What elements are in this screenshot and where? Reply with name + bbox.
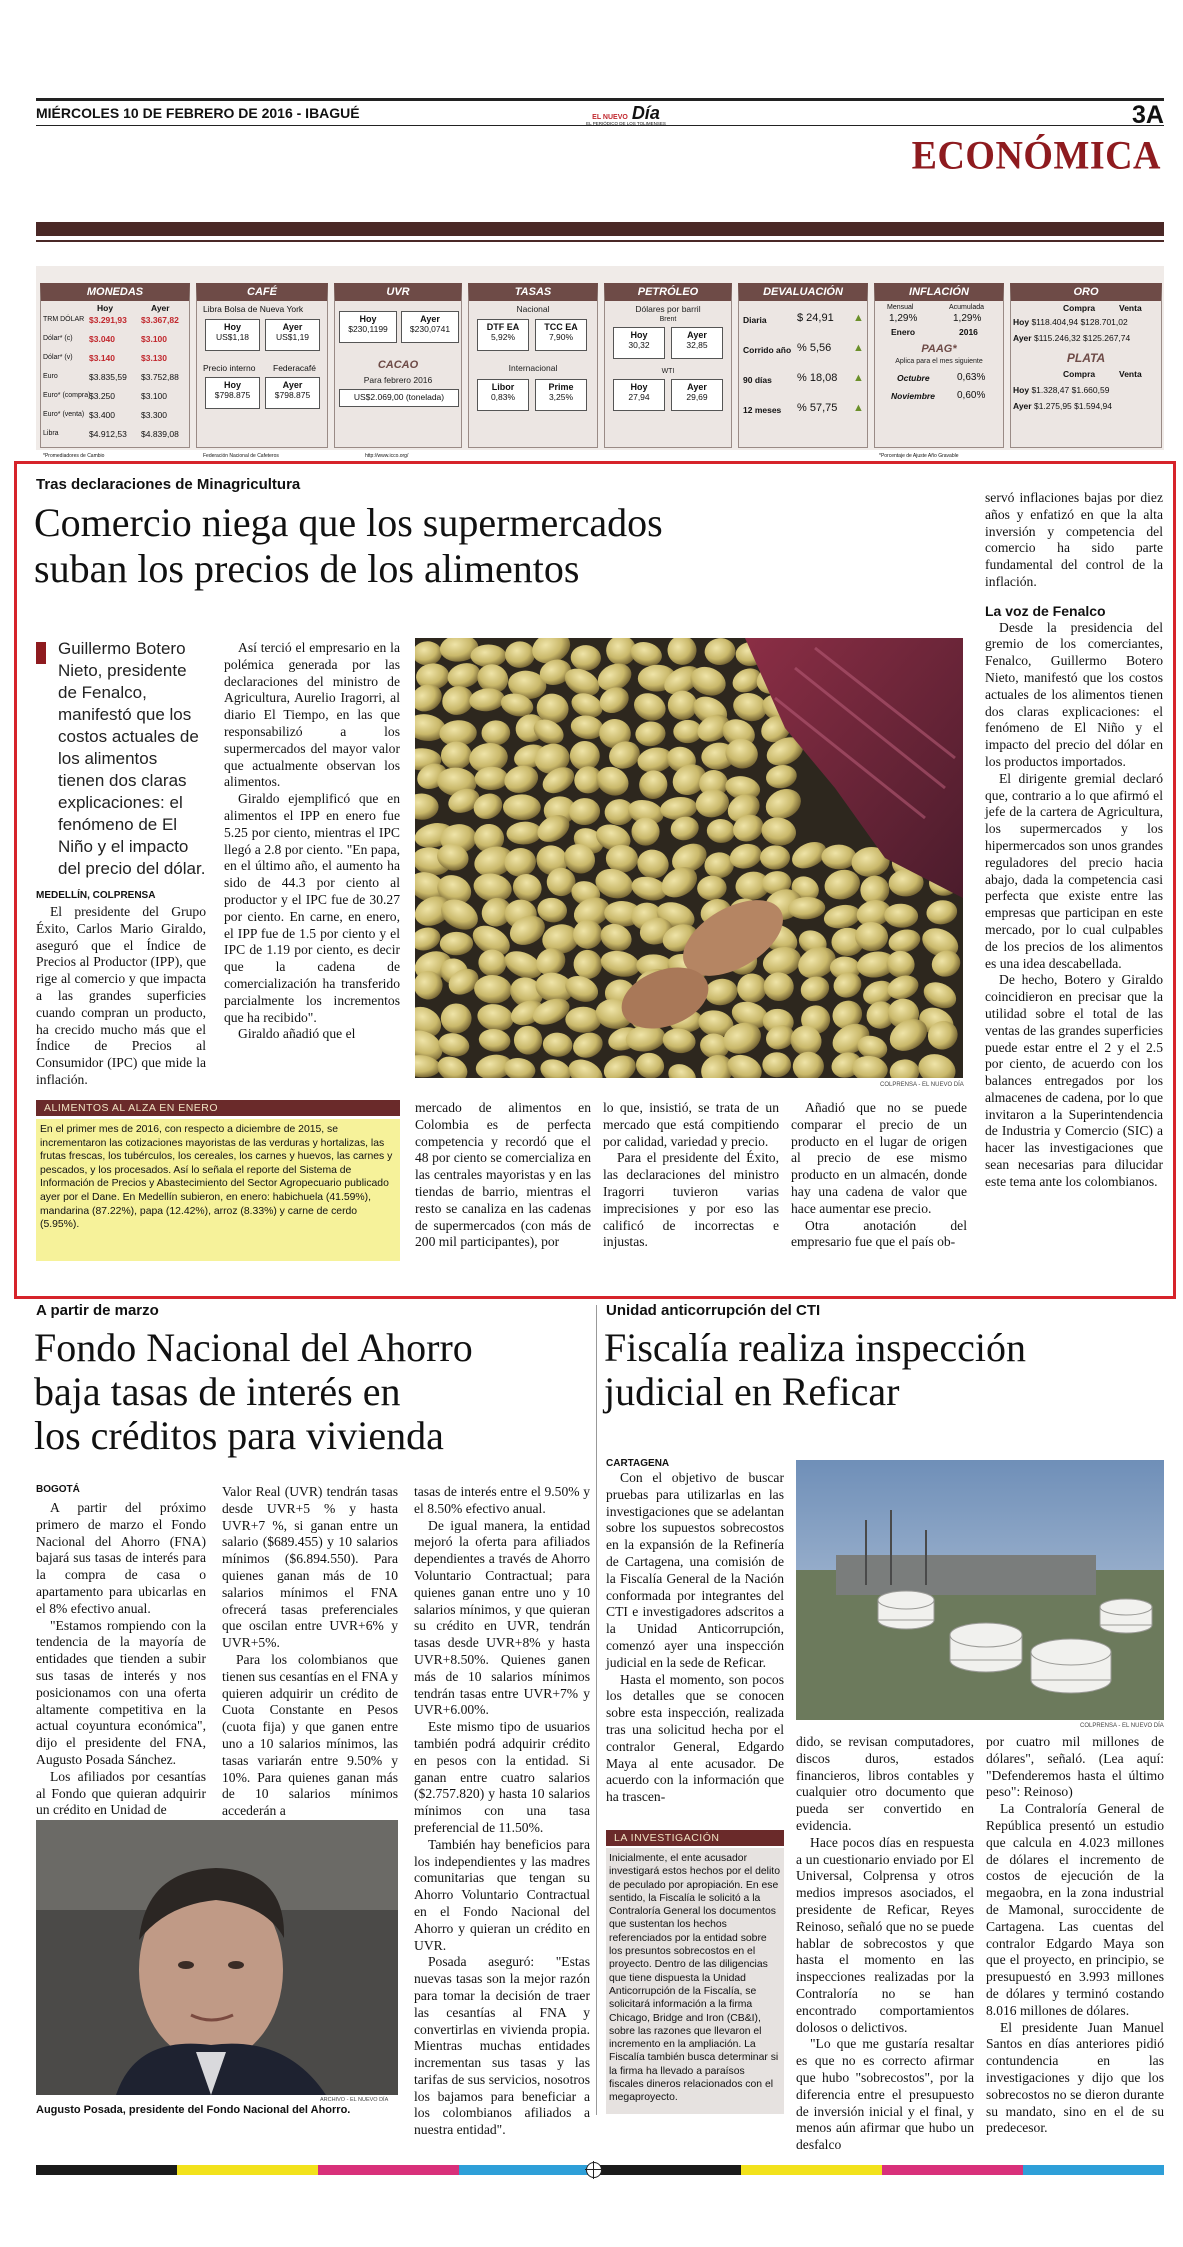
section-rule: [36, 222, 1164, 236]
brent-hoy: Hoy 30,32: [613, 327, 665, 359]
main-col2: Así terció el empresario en la polémica generada por las declaraciones del ministro de Agricultura, Aurelio Iragorri, al diario El Tiempo, en las que responsabilizó a los supermercados del mayor valor que actualmente observan los alimentos. Giraldo ejemplificó que en alimentos el IPP en enero fue 5.25 por ciento, mientras el IPC llegó a 2.8 por ciento. "En papa, en el último año, el aumento ha sido de 44.3 por ciento al productor y el IPC fue de 30.27 por ciento. En carne, en enero, el IPP fue de 1.5 por ciento y el IPC de 1.19 por ciento, es decir que la cadena de comercialización ha transferido parcialmente los incrementos que ha recibido". Giraldo añadió que el: [224, 640, 400, 1042]
devaluacion-row-label: 90 días: [743, 375, 772, 385]
fna-col1: A partir del próximo primero de marzo el Fondo Nacional del Ahorro (FNA) bajará sus tasas de interés para la compra de casa o apartamento para ubicarlas en el 8% efectivo anual. "Estamos rompiendo con la tendencia de la mayoría de entidades que tienden a subir sus tasas de interés y nos posicionamos con una oferta altamente competitiva en la actual coyuntura económica", dijo el presidente del FNA, Augusto Posada Sánchez. Los afiliados por cesantías al Fondo que quieran adquirir un crédito en Unidad de: [36, 1500, 206, 1818]
monedas-row-label: Euro* (venta): [43, 411, 85, 418]
up-arrow-icon: ▲: [853, 402, 864, 414]
monedas-row-hoy: $4.912,53: [89, 429, 127, 439]
reficar-photo: [796, 1460, 1164, 1720]
fna-headline-line3: los créditos para vivienda: [34, 1413, 444, 1458]
paag-title: PAAG*: [921, 343, 957, 355]
plata-compra-label: Compra: [1063, 369, 1096, 379]
oro-ayer-row: Ayer $115.246,32 $125.267,74: [1013, 333, 1131, 343]
posada-caption: Augusto Posada, presidente del Fondo Nacional del Ahorro.: [36, 2104, 351, 2116]
section-title: ECONÓMICA: [911, 133, 1161, 179]
fiscalia-headline: [604, 1326, 1164, 1414]
monedas-box: [40, 283, 190, 459]
cafe-title: CAFÉ: [247, 286, 277, 298]
monedas-row-ayer: $3.752,88: [141, 372, 179, 382]
fna-col2: Valor Real (UVR) tendrán tasas desde UVR+5 % y hasta UVR+7 %, si ganan entre un salario ($689.455) y 10 salarios mínimos ($6.894.550). Para quienes ganan más de 10 salarios mínimos el FNA ofrecerá tasas preferenciales que oscilan entre UVR+6% y UVR+5%. Para los colombianos que tienen sus cesantías en el FNA y quieren adquirir un crédito de Cuota Constante en Pesos (cuota fija) y que ganen entre uno a 10 salarios mínimos, las tasas variarán entre 9.50% y 10%. Para quienes ganan más de 10 salarios mínimos accederán a: [222, 1484, 398, 1819]
posada-photo-image: [36, 1820, 398, 2095]
cafe-hoy2: Hoy $798.875: [205, 377, 260, 409]
reficar-photo-image: [796, 1460, 1164, 1720]
logo-tagline: EL PERIÓDICO DE LOS TOLIMENSES: [586, 121, 666, 126]
fiscalia-col1: Con el objetivo de buscar pruebas para utilizarlas en las investigaciones que se adelantan sobre los supuestos sobrecostos en la expansión de la Refinería de Cartagena, una comisión de la Fiscalía General de la Nación conformada por integrantes del CTI e investigadores adscritos a la Unidad Anticorrupción, comenzó ayer una inspección judicial en la sede de Reficar. Hasta el momento, son pocos los detalles que se conocen sobre esta inspección, realizada tras una solicitud hecha por el contralor General, Edgardo Maya al ente acusador. De acuerdo con la información que ha trascen-: [606, 1470, 784, 1805]
main-col3: mercado de alimentos en Colombia es de perfecta competencia y recordó que el 48 por ciento se comercializa en las centrales mayoristas y en las tiendas de barrio, mientras el resto se canaliza en las cadenas de supermercados (con más de 200 mil participantes), por: [415, 1100, 591, 1250]
monedas-row-label: Libra: [43, 430, 59, 437]
monedas-row-label: Euro: [43, 373, 58, 380]
potato-photo-image: [415, 638, 963, 1078]
monedas-title: MONEDAS: [86, 286, 144, 298]
plata-ayer-row: Ayer $1.275,95 $1.594,94: [1013, 401, 1112, 411]
tasas-intl: Internacional: [508, 363, 558, 373]
uvr-box: [334, 283, 462, 459]
fna-headline: [34, 1326, 594, 1458]
cafe-federacafe: Federacafé: [273, 363, 316, 373]
cafe-box: [196, 283, 328, 459]
lead-marker: [36, 642, 46, 664]
petroleo-subtitle: Dólares por barril: [635, 304, 701, 314]
monedas-row-hoy: $3.400: [89, 410, 115, 420]
cacao-title: CACAO: [377, 359, 419, 371]
cafe-ayer: Ayer US$1,19: [265, 319, 320, 351]
fna-kicker: A partir de marzo: [36, 1302, 159, 1319]
devaluacion-row-label: Diaria: [743, 315, 767, 325]
tasas-box: [468, 283, 598, 448]
main-kicker: Tras declaraciones de Minagricultura: [36, 476, 301, 493]
paag-noviembre-label: Noviembre: [891, 391, 935, 401]
cafe-hoy: Hoy US$1,18: [205, 319, 260, 351]
devaluacion-row-value: % 57,75: [797, 402, 838, 414]
oro-compra-label: Compra: [1063, 303, 1096, 313]
monedas-row-ayer: $3.100: [141, 391, 167, 401]
inflacion-mes: Enero: [891, 327, 916, 337]
plata-title: PLATA: [1066, 351, 1106, 365]
monedas-hoy-label: Hoy: [97, 303, 114, 313]
devaluacion-row-label: 12 meses: [743, 405, 782, 415]
fiscalia-col2: dido, se revisan computadores, discos duros, estados financieros, libros contables y cualquier otro documento que pueda ser convertido en evidencia. Hace pocos días en respuesta a un cuestionario enviado por El Universal, Colprensa y otros medios impresos asociados, el presidente de Reficar, Reyes Reinoso, señaló que no se puede hablar de sobrecostos y que hasta el momento en las inspecciones realizadas por la Contraloría no se han encontrado comportamientos dolosos o delictivos. "Lo que me gustaría resaltar es que no es correcto afirmar que hubo "sobrecostos", por la diferencia entre el presupuesto de inversión inicial y el final, y menos aún afirmar que hubo un desfalco: [796, 1734, 974, 2153]
monedas-row-hoy: $3.140: [89, 353, 115, 363]
tasas-prime: Prime 3,25%: [535, 379, 587, 411]
monedas-row-label: Dólar* (v): [43, 354, 73, 361]
fiscalia-col3: por cuatro mil millones de dólares", señaló. (Lea aquí: "Defenderemos hasta el último peso": Reinoso) La Contraloría General de República presentó un estudio que calcula en 4.023 millones de dólares el incremento de costos de ejecución de la megaobra, en la zona industrial de Mamonal, suroccidente de Cartagena. Las cuentas del contralor Edgardo Maya son que el proyecto, en principio, se presupuestó en 3.993 millones de dólares y terminó costando 8.016 millones de dólares. El presidente Juan Manuel Santos en días anteriores pidió contundencia en las investigaciones y dijo que los sobrecostos no se dieron durante su mandato, sino en el de su predecesor.: [986, 1734, 1164, 2136]
monedas-row-ayer: $3.300: [141, 410, 167, 420]
cacao-subtitle: Para febrero 2016: [363, 375, 433, 385]
inflacion-anio: 2016: [959, 327, 978, 337]
monedas-row-label: TRM DÓLAR: [43, 316, 85, 323]
column-divider: [596, 1305, 597, 2115]
investigacion-box-text: Inicialmente, el ente acusador investigará estos hechos por el delito de peculado por apropiación. En ese sentido, la Fiscalía le solicitó a la Contraloría General los documentos que sustentan los hechos referenciados por la entidad sobre los presuntos sobrecostos en el proyecto. Dentro de las diligencias que tiene dispuesta la Unidad Anticorrupción de la Fiscalía, se solicitará información a la firma Chicago, Bridge and Iron (CB&I), sobre las razones que llevaron el incremento en la ampliación. La Fiscalía también busca determinar si la firma ha llevado a paraísos fiscales dineros relacionados con el megaproyecto.: [606, 1848, 784, 2114]
monedas-row-hoy: $3.040: [89, 334, 115, 344]
main-headline-line1: Comercio niega que los supermercados: [34, 500, 663, 545]
page-header: [36, 98, 1164, 129]
paag-octubre-label: Octubre: [897, 373, 930, 383]
main-lead: [36, 638, 206, 880]
fiscalia-headline-line1: Fiscalía realiza inspección: [604, 1325, 1027, 1370]
monedas-row-ayer: $3.367,82: [141, 315, 179, 325]
uvr-title: UVR: [386, 286, 410, 298]
page-number: 3A: [1132, 101, 1164, 129]
cacao-value: US$2.069,00 (tonelada): [339, 389, 459, 407]
main-lead-text: Guillermo Botero Nieto, presidente de Fenalco, manifestó que los costos actuales de los alimentos tienen dos claras explicaciones: el fenómeno de El Niño y el impacto del precio del dólar.: [58, 639, 206, 878]
devaluacion-row-value: % 5,56: [797, 342, 832, 354]
tasas-tcc: TCC EA 7,90%: [535, 319, 587, 351]
registration-mark-icon: [586, 2162, 602, 2178]
uvr-hoy: Hoy $230,1199: [339, 311, 397, 343]
inflacion-acumulada-label: Acumulada: [949, 304, 985, 311]
up-arrow-icon: ▲: [853, 372, 864, 384]
oro-venta-label: Venta: [1119, 303, 1142, 313]
oro-title: ORO: [1073, 286, 1099, 298]
monedas-footnote: *Promediadores de Cambio: [43, 453, 105, 459]
tasas-title: TASAS: [514, 286, 552, 298]
petroleo-wti: WTI: [661, 368, 675, 375]
paag-octubre: 0,63%: [957, 372, 986, 383]
devaluacion-box: [738, 283, 868, 448]
wti-ayer: Ayer 29,69: [671, 379, 723, 411]
investigacion-box: [606, 1830, 784, 2115]
inflacion-box: [874, 283, 1004, 459]
devaluacion-row-value: $ 24,91: [797, 312, 834, 324]
paag-subtitle: Aplica para el mes siguiente: [895, 358, 983, 365]
fenalco-subhead: La voz de Fenalco: [985, 602, 1106, 619]
main-col4: lo que, insistió, se trata de un mercado que está compitiendo por calidad, variedad y precio. Para el presidente del Éxito, las declaraciones del ministro Iragorri tuvieron varias imprecisiones y por eso las calificó de incorrectas e injustas.: [603, 1100, 779, 1250]
tasas-subtitle: Nacional: [516, 304, 550, 314]
main-headline: [34, 500, 984, 592]
main-dateline: MEDELLÍN, COLPRENSA: [36, 890, 156, 901]
section-rule-thin: [36, 240, 1164, 242]
wti-hoy: Hoy 27,94: [613, 379, 665, 411]
monedas-ayer-label: Ayer: [151, 303, 170, 313]
fna-headline-line2: baja tasas de interés en: [34, 1369, 401, 1414]
up-arrow-icon: ▲: [853, 312, 864, 324]
fiscalia-dateline: CARTAGENA: [606, 1458, 670, 1469]
alimentos-box: [36, 1100, 400, 1264]
cafe-ayer2: Ayer $798.875: [265, 377, 320, 409]
fna-dateline: BOGOTÁ: [36, 1484, 80, 1495]
potato-photo-credit: COLPRENSA - EL NUEVO DÍA: [880, 1082, 964, 1088]
logo-top: EL NUEVO: [592, 114, 628, 121]
petroleo-box: [604, 283, 732, 448]
main-col1: El presidente del Grupo Éxito, Carlos Mario Giraldo, aseguró que el Índice de Precios al Productor (IPP), que rige al comercio y que impacta a las grandes superficies cuando compran un producto, ha crecido mucho más que el Índice de Precios al Consumidor (IPC) que mide la inflación.: [36, 904, 206, 1087]
monedas-row-ayer: $3.130: [141, 353, 167, 363]
inflacion-mensual-label: Mensual: [887, 304, 914, 311]
uvr-ayer: Ayer $230,0741: [401, 311, 459, 343]
main-headline-line2: suban los precios de los alimentos: [34, 546, 580, 591]
petroleo-brent: Brent: [659, 316, 677, 323]
cafe-subtitle: Libra Bolsa de Nueva York: [203, 304, 304, 314]
monedas-row-label: Euro* (compra): [43, 392, 91, 399]
reficar-photo-credit: COLPRENSA - EL NUEVO DÍA: [1080, 1723, 1164, 1729]
monedas-row-hoy: $3.835,59: [89, 372, 127, 382]
brent-ayer: Ayer 32,85: [671, 327, 723, 359]
potato-photo: [415, 638, 963, 1078]
cafe-footnote: Federación Nacional de Cafeteros: [203, 453, 279, 459]
up-arrow-icon: ▲: [853, 342, 864, 354]
devaluacion-title: DEVALUACIÓN: [763, 286, 843, 298]
fiscalia-kicker: Unidad anticorrupción del CTI: [606, 1302, 821, 1319]
alimentos-box-text: En el primer mes de 2016, con respecto a diciembre de 2015, se incrementaron las cotizaciones mayoristas de las verduras y hortalizas, las frutas frescas, los tubérculos, los cereales, los carnes y huevos, las carnes y pescados, y los procesados. Así lo señala el reporte del Sistema de Información de Precios y Abastecimiento del Sector Agropecuario publicado ayer por el Dane. En Medellín subieron, en enero: habichuela (41.59%), mandarina (87.22%), papa (12.42%), arroz (8.33%) y carne de cerdo (5.95%).: [36, 1119, 400, 1261]
plata-venta-label: Venta: [1119, 369, 1142, 379]
tasas-libor: Libor 0,83%: [477, 379, 529, 411]
petroleo-title: PETRÓLEO: [637, 286, 699, 298]
main-right-col: servó inflaciones bajas por diez años y enfatizó en que la alta inversión y competencia del comercio ha sido parte fundamental del control de la inflación. La voz de Fenalco Desde la presidencia del gremio de los comerciantes, Fenalco, Guillermo Botero Nieto, manifestó que los costos actuales de los alimentos tienen dos claras explicaciones: el fenómeno de El Niño y el impacto del precio del dólar en los productos importados. El dirigente gremial declaró que, contrario a lo que afirmó el jefe de la cartera de Agricultura, los supermercados y los hipermercados son unos grandes reguladores del precio hacia abajo, dada la competencia casi perfecta que existe entre las empresas que participan en este mercado, por lo cual culpables de los precios de los alimentos es una idea descabellada. De hecho, Botero y Giraldo coincidieron en precisar que la utilidad sobre el total de las ventas de las grandes superficies puede estar entre el 2 y el 2.5 por ciento, de acuerdo con los balances entregados por los almacenes de cadena, por lo que invitaron a la Superintendencia de Industria y Comercio (SIC) a hacer las investigaciones que sean necesarias para dilucidar este tema ante los colombianos.: [985, 490, 1163, 1189]
newspaper-logo: [576, 103, 676, 125]
inflacion-footnote: *Porcentaje de Ajuste Año Gravable: [879, 453, 959, 459]
investigacion-box-title: LA INVESTIGACIÓN: [606, 1830, 784, 1846]
oro-box: [1010, 283, 1162, 448]
devaluacion-row-value: % 18,08: [797, 372, 838, 384]
alimentos-box-title: ALIMENTOS AL ALZA EN ENERO: [36, 1100, 400, 1116]
inflacion-acumulada: 1,29%: [953, 313, 982, 324]
monedas-row-ayer: $3.100: [141, 334, 167, 344]
tasas-dtf: DTF EA 5,92%: [477, 319, 529, 351]
inflacion-mensual: 1,29%: [889, 313, 918, 324]
oro-hoy-row: Hoy $118.404,94 $128.701,02: [1013, 317, 1128, 327]
main-col5: Añadió que no se puede comparar el precio de un producto en el lugar de origen al precio de ese mismo producto en un almacén, donde hay una cadena de valor que hace aumentar ese precio. Otra anotación del empresario fue que el país ob-: [791, 1100, 967, 1250]
devaluacion-row-label: Corrido año: [743, 345, 792, 355]
plata-hoy-row: Hoy $1.328,47 $1.660,59: [1013, 385, 1110, 395]
fiscalia-headline-line2: judicial en Reficar: [604, 1369, 900, 1414]
monedas-row-ayer: $4.839,08: [141, 429, 179, 439]
date-line: MIÉRCOLES 10 DE FEBRERO DE 2016 - IBAGUÉ: [36, 105, 360, 121]
logo-main: Día: [631, 103, 660, 123]
inflacion-title: INFLACIÓN: [909, 286, 969, 298]
cafe-precio-interno: Precio interno: [203, 363, 256, 373]
fna-headline-line1: Fondo Nacional del Ahorro: [34, 1325, 473, 1370]
fna-col3: tasas de interés entre el 9.50% y el 8.50% efectivo anual. De igual manera, la entidad mejoró la oferta para afiliados dependientes a través de Ahorro Voluntario Contractual; para quienes ganan entre uno y 10 salarios mínimos, y que quieran su crédito en UVR, tendrán tasas desde UVR+8% y hasta UVR+8.50%. Quienes ganen más de 10 salarios mínimos tendrán tasas entre UVR+7% y UVR+6.00%. Este mismo tipo de usuarios también podrá adquirir crédito en pesos con la entidad. Si ganan entre cuatro salarios ($2.757.820) y hasta 10 salarios mínimos con una tasa preferencial de 11.50%. También hay beneficios para los independientes y las madres comunitarias que tengan su Ahorro Voluntario Contractual en el Fondo Nacional del Ahorro y quieran un crédito en UVR. Posada aseguró: "Estas nuevas tasas son la mejor razón para tomar la decisión de traer las cesantías al FNA y convertirlas en vivienda propia. Mientras muchas entidades incrementan sus tasas y las tarifas de sus servicios, nosotros los bajamos para beneficiar a los colombianos afiliados a nuestra entidad".: [414, 1484, 590, 2138]
posada-photo-credit: ARCHIVO - EL NUEVO DÍA: [320, 2097, 389, 2103]
paag-noviembre: 0,60%: [957, 390, 986, 401]
monedas-row-hoy: $3.291,93: [89, 315, 127, 325]
posada-photo: [36, 1820, 398, 2095]
monedas-row-hoy: $3.250: [89, 391, 115, 401]
uvr-footnote: http://www.icco.org/: [365, 453, 409, 459]
monedas-row-label: Dólar* (c): [43, 335, 73, 342]
